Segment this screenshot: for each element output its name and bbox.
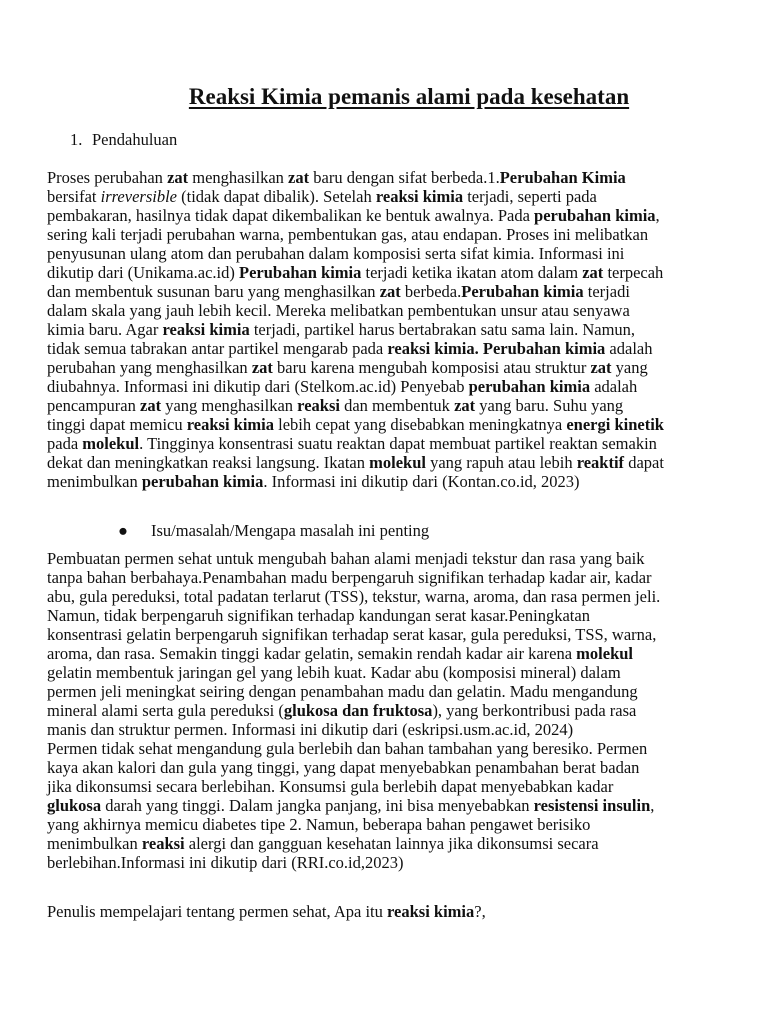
text-run: terjadi ketika ikatan atom dalam: [361, 263, 583, 282]
text-line: [47, 358, 747, 377]
text-run: darah yang tinggi. Dalam jangka panjang, ini bisa menyebabkan: [101, 796, 534, 815]
text-line: [47, 377, 747, 396]
bold-term: zat: [582, 263, 604, 282]
text-run: tidak semua tabrakan antar partikel mengarab pada: [47, 339, 388, 358]
text-run: aroma, dan rasa. Semakin tinggi kadar gelatin, semakin rendah kadar air karena: [47, 644, 577, 663]
bold-term: reaksi: [297, 396, 340, 415]
text-run: dekat dan meningkatkan reaksi langsung. Ikatan: [47, 453, 370, 472]
text-run: dikutip dari (Unikama.ac.id): [47, 263, 239, 282]
text-run: yang: [611, 358, 648, 377]
text-run: yang rapuh atau lebih: [425, 453, 577, 472]
bold-term: Perubahan Kimia: [499, 168, 626, 187]
text-line: [47, 415, 747, 434]
text-run: ,: [655, 206, 660, 225]
bold-term: Perubahan kimia: [238, 263, 362, 282]
text-run: adalah: [590, 377, 638, 396]
bold-term: glukosa: [47, 796, 102, 815]
text-run: . Tingginya konsentrasi suatu reaktan dapat membuat partikel reaktan semakin: [139, 434, 657, 453]
text-line: [47, 225, 747, 244]
text-line: [47, 168, 747, 187]
text-run: yang akhirnya memicu diabetes tipe 2. Namun, beberapa bahan pengawet berisiko: [47, 815, 591, 834]
text-line: [47, 739, 747, 758]
text-run: Namun, tidak berpengaruh signifikan terhadap kandungan serat kasar.Peningkatan: [47, 606, 590, 625]
text-run: dan membentuk: [339, 396, 455, 415]
text-run: kaya akan kalori dan gula yang tinggi, yang dapat menyebabkan penambahan berat badan: [47, 758, 640, 777]
text-run: mineral alami serta gula pereduksi (: [47, 701, 284, 720]
text-run: abu, gula pereduksi, total padatan terlarut (TSS), tekstur, warna, aroma, dan rasa permen jeli.: [47, 587, 661, 606]
text-line: [47, 339, 747, 358]
text-run: Permen tidak sehat mengandung gula berlebih dan bahan tambahan yang beresiko. Permen: [47, 739, 648, 758]
bold-term: reaksi kimia: [162, 320, 250, 339]
document-title: Reaksi Kimia pemanis alami pada kesehatan: [188, 84, 630, 109]
bold-term: reaksi kimia: [387, 902, 475, 921]
bold-term: reaksi kimia.: [387, 339, 479, 358]
text-run: penyusunan ulang atom dan perubahan dalam komposisi serta sifat kimia. Informasi ini: [47, 244, 625, 263]
text-run: baru karena mengubah komposisi atau struktur: [272, 358, 591, 377]
text-run: kimia baru. Agar: [47, 320, 163, 339]
bold-term: zat: [288, 168, 310, 187]
bold-term: reaksi: [141, 834, 185, 853]
bold-term: zat: [379, 282, 401, 301]
text-line: [47, 853, 747, 872]
text-run: baru dengan sifat berbeda.1.: [309, 168, 500, 187]
bullet-icon: ●: [118, 521, 128, 540]
text-run: tanpa bahan berbahaya.Penambahan madu berpengaruh signifikan terhadap kadar air, kadar: [47, 568, 652, 587]
text-run: pada: [47, 434, 83, 453]
text-run: diubahnya. Informasi ini dikutip dari (Stelkom.ac.id) Penyebab: [47, 377, 469, 396]
bold-term: zat: [454, 396, 476, 415]
bold-term: Perubahan kimia: [461, 282, 584, 301]
text-line: [47, 815, 747, 834]
bold-term: zat: [167, 168, 189, 187]
bold-term: perubahan kimia: [468, 377, 591, 396]
text-run: (tidak dapat dibalik). Setelah: [176, 187, 376, 206]
bold-term: zat: [140, 396, 162, 415]
text-run: berbeda.: [400, 282, 462, 301]
text-run: ,: [650, 796, 655, 815]
bold-term: reaksi kimia: [375, 187, 464, 206]
paragraph-introduction: [47, 168, 747, 491]
text-line: [47, 902, 747, 921]
section-heading-issue: [118, 521, 429, 541]
list-number: 1.: [70, 130, 83, 149]
text-line: [47, 453, 747, 472]
paragraph-closing: [47, 902, 747, 921]
text-run: Pembuatan permen sehat untuk mengubah bahan alami menjadi tekstur dan rasa yang baik: [47, 549, 645, 568]
text-run: terpecah: [603, 263, 664, 282]
section-heading-text: Pendahuluan: [92, 130, 178, 149]
text-run: yang baru. Suhu yang: [475, 396, 624, 415]
text-line: [47, 720, 747, 739]
text-run: gelatin membentuk jaringan gel yang lebih kuat. Kadar abu (komposisi mineral) dalam: [47, 663, 621, 682]
text-run: Proses perubahan: [47, 168, 168, 187]
text-run: terjadi: [583, 282, 630, 301]
bold-term: Perubahan kimia: [482, 339, 606, 358]
bold-term: zat: [590, 358, 612, 377]
text-line: [47, 263, 747, 282]
text-run: . Informasi ini dikutip dari (Kontan.co.id, 2023): [263, 472, 580, 491]
text-line: [47, 834, 747, 853]
text-run: terjadi, partikel harus bertabrakan satu sama lain. Namun,: [249, 320, 636, 339]
bold-term: zat: [251, 358, 273, 377]
section-heading-introduction: [70, 130, 177, 150]
bold-term: molekul: [369, 453, 426, 472]
text-run: menghasilkan: [188, 168, 289, 187]
bold-term: glukosa dan fruktosa: [283, 701, 433, 720]
text-line: [47, 549, 747, 568]
text-line: [47, 625, 747, 644]
text-run: dalam skala yang jauh lebih kecil. Mereka melibatkan pembentukan unsur atau senyawa: [47, 301, 630, 320]
text-run: lebih cepat yang disebabkan meningkatnya: [274, 415, 567, 434]
text-line: [47, 472, 747, 491]
text-run: terjadi, seperti pada: [463, 187, 597, 206]
text-line: [47, 682, 747, 701]
text-line: [47, 206, 747, 225]
bold-term: reaktif: [576, 453, 625, 472]
bold-term: resistensi insulin: [533, 796, 651, 815]
text-line: [47, 606, 747, 625]
text-run: sering kali terjadi perubahan warna, pembentukan gas, atau endapan. Proses ini melibatkan: [47, 225, 649, 244]
text-line: [47, 796, 747, 815]
text-line: [47, 396, 747, 415]
bold-term: perubahan kimia: [534, 206, 656, 225]
text-line: [47, 587, 747, 606]
text-run: Penulis mempelajari tentang permen sehat, Apa itu: [47, 902, 387, 921]
text-line: [47, 282, 747, 301]
text-line: [47, 644, 747, 663]
text-run: dapat: [624, 453, 664, 472]
text-run: jika dikonsumsi secara berlebihan. Konsumsi gula berlebih dapat menyebabkan kadar: [47, 777, 614, 796]
bold-term: molekul: [576, 644, 634, 663]
text-run: yang menghasilkan: [161, 396, 298, 415]
text-run: manis dan struktur permen. Informasi ini dikutip dari (eskripsi.usm.ac.id, 2024): [47, 720, 574, 739]
text-run: dan membentuk susunan baru yang menghasilkan: [47, 282, 380, 301]
text-line: [47, 701, 747, 720]
text-run: menimbulkan: [47, 834, 142, 853]
paragraph-issue: [47, 549, 747, 872]
text-run: pencampuran: [47, 396, 140, 415]
italic-term: irreversible: [100, 187, 177, 206]
text-run: konsentrasi gelatin berpengaruh signifikan terhadap serat kasar, gula pereduksi, TSS, warna,: [47, 625, 657, 644]
text-run: tinggi dapat memicu: [47, 415, 187, 434]
text-line: [47, 777, 747, 796]
bold-term: energi kinetik: [566, 415, 664, 434]
text-run: adalah: [605, 339, 653, 358]
text-line: [47, 187, 747, 206]
text-run: bersifat: [47, 187, 101, 206]
text-line: [47, 663, 747, 682]
text-line: [47, 434, 747, 453]
text-line: [47, 320, 747, 339]
text-line: [47, 244, 747, 263]
bold-term: molekul: [82, 434, 140, 453]
bold-term: perubahan kimia: [141, 472, 264, 491]
text-line: [47, 568, 747, 587]
text-run: pembakaran, hasilnya tidak dapat dikembalikan ke bentuk awalnya. Pada: [47, 206, 535, 225]
text-run: ), yang berkontribusi pada rasa: [432, 701, 637, 720]
text-run: menimbulkan: [47, 472, 142, 491]
bold-term: reaksi kimia: [186, 415, 275, 434]
text-run: alergi dan gangguan kesehatan lainnya jika dikonsumsi secara: [184, 834, 599, 853]
text-run: perubahan yang menghasilkan: [47, 358, 252, 377]
text-run: permen jeli meningkat seiring dengan penambahan madu dan gelatin. Madu mengandung: [47, 682, 638, 701]
text-run: berlebihan.Informasi ini dikutip dari (RRI.co.id,2023): [47, 853, 404, 872]
text-line: [47, 301, 747, 320]
text-line: [47, 758, 747, 777]
text-run: ?,: [474, 902, 486, 921]
section-heading-text: Isu/masalah/Mengapa masalah ini penting: [151, 521, 430, 540]
